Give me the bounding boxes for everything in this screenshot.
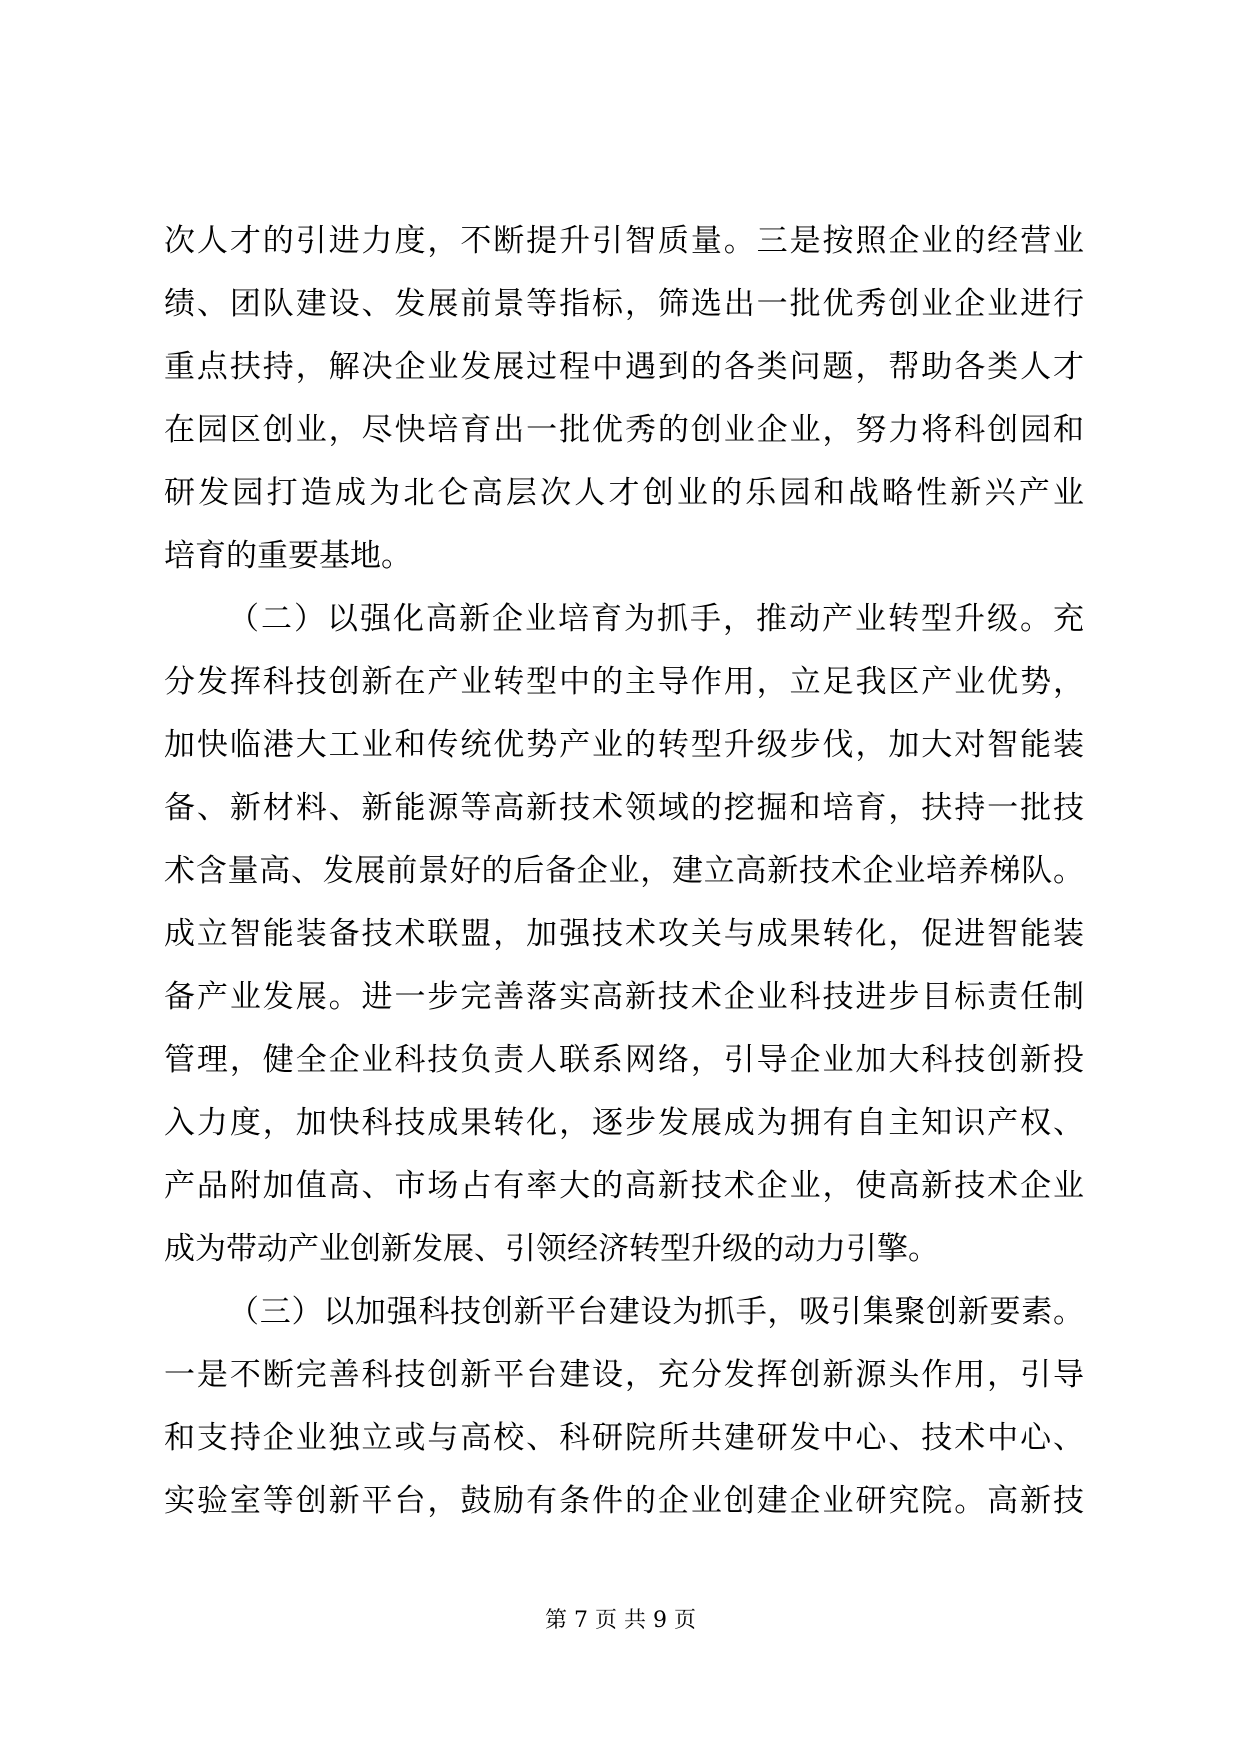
section-heading-2: （二）以强化高新企业培育为抓手，推动产业转型升级。充 [228,601,1084,637]
body-line: 产品附加值高、市场占有率大的高新技术企业，使高新技术企业 [164,1168,1084,1204]
body-line: 备产业发展。进一步完善落实高新技术企业科技进步目标责任制 [164,979,1084,1015]
body-line: 加快临港大工业和传统优势产业的转型升级步伐，加大对智能装 [164,727,1084,763]
body-line: 入力度，加快科技成果转化，逐步发展成为拥有自主知识产权、 [164,1105,1084,1141]
body-line: 次人才的引进力度，不断提升引智质量。三是按照企业的经营业 [164,223,1084,259]
body-line: 研发园打造成为北仑高层次人才创业的乐园和战略性新兴产业 [164,475,1084,511]
body-line: 在园区创业，尽快培育出一批优秀的创业企业，努力将科创园和 [164,412,1084,448]
body-line: 绩、团队建设、发展前景等指标，筛选出一批优秀创业企业进行 [164,286,1084,322]
body-line: 实验室等创新平台，鼓励有条件的企业创建企业研究院。高新技 [164,1483,1084,1519]
body-line: 成立智能装备技术联盟，加强技术攻关与成果转化，促进智能装 [164,916,1084,952]
body-line: 备、新材料、新能源等高新技术领域的挖掘和培育，扶持一批技 [164,790,1084,826]
body-line: 一是不断完善科技创新平台建设，充分发挥创新源头作用，引导 [164,1357,1084,1393]
body-line: 成为带动产业创新发展、引领经济转型升级的动力引擎。 [164,1231,939,1267]
body-line: 管理，健全企业科技负责人联系网络，引导企业加大科技创新投 [164,1042,1084,1078]
page-number-footer: 第 7 页 共 9 页 [545,1608,696,1633]
body-line: 和支持企业独立或与高校、科研院所共建研发中心、技术中心、 [164,1420,1084,1456]
body-line: 培育的重要基地。 [164,538,412,574]
body-line: 术含量高、发展前景好的后备企业，建立高新技术企业培养梯队。 [164,853,1084,889]
body-line: 分发挥科技创新在产业转型中的主导作用，立足我区产业优势， [164,664,1084,700]
section-heading-3: （三）以加强科技创新平台建设为抓手，吸引集聚创新要素。 [228,1294,1084,1330]
body-line: 重点扶持，解决企业发展过程中遇到的各类问题，帮助各类人才 [164,349,1084,385]
